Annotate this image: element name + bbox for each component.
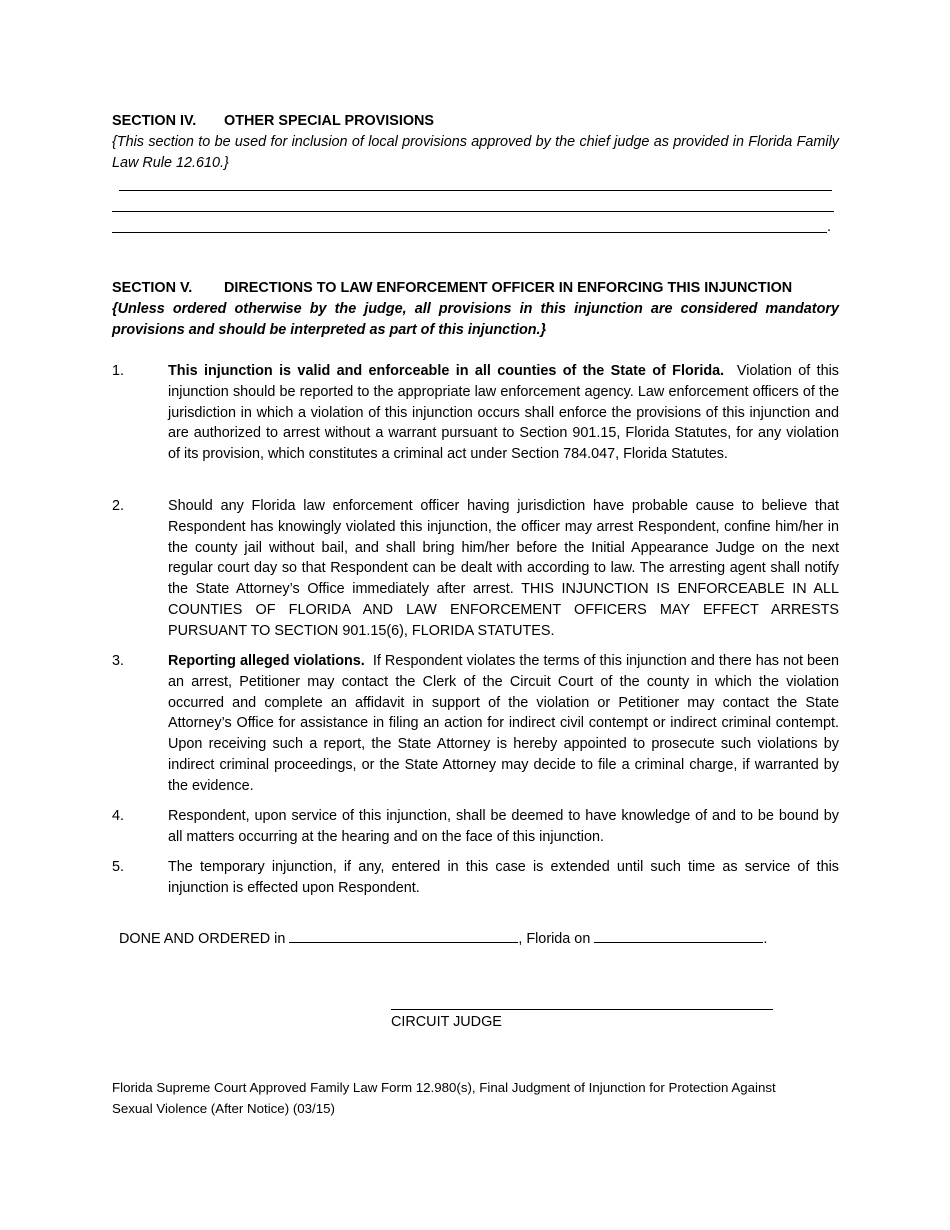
item-number: 3.	[112, 653, 125, 669]
section-4-number: SECTION IV.	[112, 113, 197, 129]
item-body: Respondent, upon service of this injunction, shall be deemed to have knowledge of and to be bound by all matters occurring at the hearing and on the face of this injunction.	[168, 808, 839, 845]
item-number: 4.	[112, 808, 125, 824]
circuit-judge-label: CIRCUIT JUDGE	[391, 1014, 502, 1030]
done-ordered-middle: , Florida on	[518, 931, 591, 947]
section-5-heading	[112, 278, 792, 299]
judge-signature-line	[391, 1009, 773, 1010]
provision-blank-line-2	[112, 211, 834, 212]
section-5-title: DIRECTIONS TO LAW ENFORCEMENT OFFICER IN ENFORCING THIS INJUNCTION	[224, 280, 793, 296]
item-lead: Reporting alleged violations.	[168, 653, 365, 669]
item-text	[168, 496, 839, 642]
section-4-note: {This section to be used for inclusion of local provisions approved by the chief judge as provided in Florida Family Law Rule 12.610.}	[112, 134, 839, 171]
item-body: Should any Florida law enforcement officer having jurisdiction have probable cause to believe that Respondent has knowingly violated this injunction, the officer may arrest Respondent, confine him/her in the county jail without bail, and shall bring him/her before the Initial Appearance Judge on the next regular court day so that Respondent can be dealt with according to law. The arresting agent shall notify the State Attorney’s Office immediately after arrest. THIS INJUNCTION IS ENFORCEABLE IN ALL COUNTIES OF FLORIDA AND LAW ENFORCEMENT OFFICERS MAY EFFECT ARRESTS PURSUANT TO SECTION 901.15(6), FLORIDA STATUTES.	[168, 498, 839, 639]
form-footer	[112, 1078, 776, 1119]
section-5-note: {Unless ordered otherwise by the judge, all provisions in this injunction are considered mandatory provisions and should be interpreted as part of this injunction.}	[112, 301, 839, 338]
list-item	[112, 361, 839, 465]
list-item	[112, 806, 839, 848]
footer-line-1: Florida Supreme Court Approved Family Law Form 12.980(s), Final Judgment of Injunction for Protection Against	[112, 1080, 776, 1095]
done-ordered-line	[119, 929, 767, 950]
provision-end-period: .	[827, 219, 831, 235]
item-text	[168, 651, 839, 797]
section-4-heading	[112, 111, 434, 132]
item-body: Violation of this injunction should be reported to the appropriate law enforcement agency. Law enforcement officers of the jurisdiction in which a violation of this injunction occurs shall enforce the provisions of this injunction and are authorized to arrest without a warrant pursuant to Section 901.15, Florida Statutes, for any violation of its provision, which constitutes a criminal act under Section 784.047, Florida Statutes.	[168, 363, 839, 463]
item-text	[168, 806, 839, 848]
item-body: The temporary injunction, if any, entered in this case is extended until such time as service of this injunction is effected upon Respondent.	[168, 859, 839, 896]
item-number: 1.	[112, 363, 125, 379]
section-4-title: OTHER SPECIAL PROVISIONS	[224, 113, 435, 129]
item-number: 2.	[112, 498, 125, 514]
item-text	[168, 361, 839, 465]
list-item	[112, 857, 839, 899]
done-ordered-suffix: .	[763, 931, 768, 947]
item-number: 5.	[112, 859, 125, 875]
item-text	[168, 857, 839, 899]
done-ordered-prefix: DONE AND ORDERED in	[119, 931, 286, 947]
date-blank	[594, 941, 763, 943]
list-item	[112, 651, 839, 797]
list-item	[112, 496, 839, 642]
item-body: If Respondent violates the terms of this injunction and there has not been an arrest, Petitioner may contact the Clerk of the Circuit Court of the county in which the violation occurred and complete an affidavit in support of the violation or Petitioner may contact the State Attorney’s Office for assistance in filing an action for indirect civil contempt or indirect criminal contempt. Upon receiving such a report, the State Attorney is hereby appointed to prosecute such violations by indirect criminal proceedings, or the State Attorney may decide to file a criminal charge, if warranted by the evidence.	[168, 653, 840, 794]
provision-blank-line-3	[112, 232, 827, 233]
provision-blank-line-1	[119, 190, 832, 191]
footer-line-2: Sexual Violence (After Notice) (03/15)	[112, 1100, 335, 1116]
section-5-number: SECTION V.	[112, 280, 193, 296]
item-lead: This injunction is valid and enforceable in all counties of the State of Florida.	[168, 363, 725, 379]
county-blank	[289, 941, 518, 943]
